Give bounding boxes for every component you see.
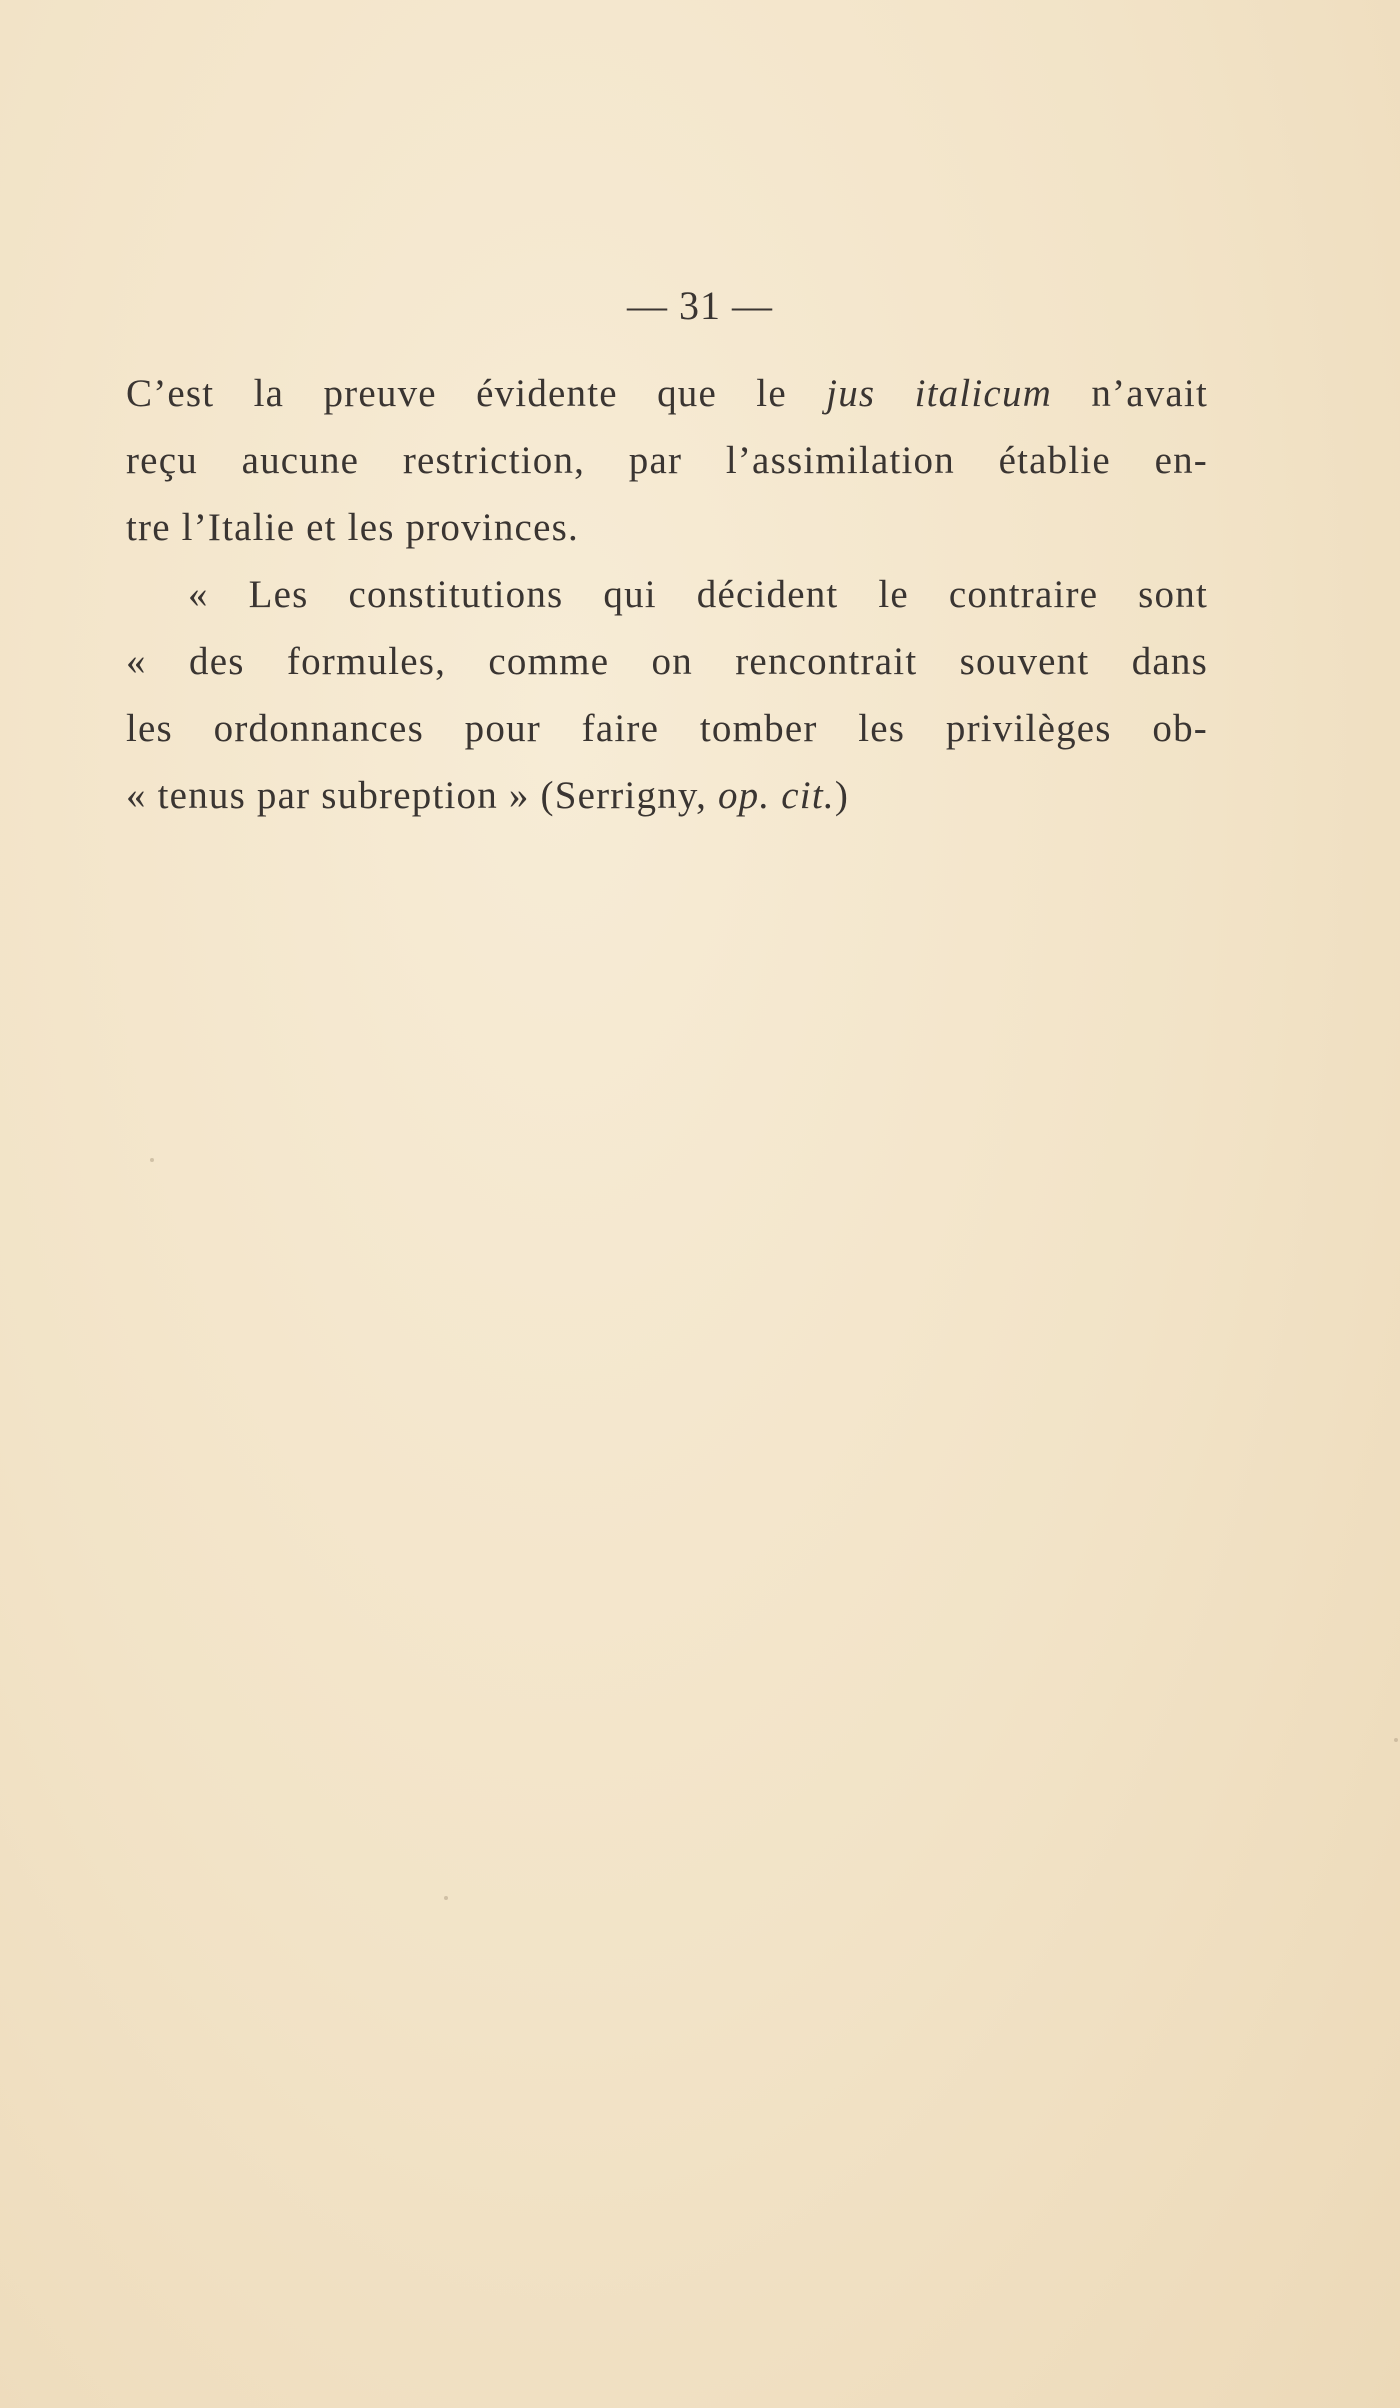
text-run: « tenus par subreption » (Serrigny,	[126, 774, 708, 817]
text-line: tre l’Italie et les provinces.	[126, 506, 579, 549]
paragraph-1	[126, 360, 1208, 561]
page-number: — 31 —	[627, 283, 773, 328]
italic-term: jus italicum	[826, 372, 1053, 415]
text-run: )	[834, 774, 850, 817]
paragraph-2	[126, 561, 1208, 829]
text-line: « des formules, comme on rencontrait souvent dans	[126, 640, 1208, 683]
text-line: « Les constitutions qui décident le contraire sont	[188, 573, 1208, 616]
paper-speck	[444, 1896, 448, 1900]
italic-citation: op. cit.	[717, 774, 835, 817]
body-text	[126, 360, 1208, 829]
text-line	[126, 360, 1208, 427]
text-line: les ordonnances pour faire tomber les privilèges ob-	[126, 707, 1208, 750]
paper-speck	[1394, 1738, 1398, 1742]
text-line: reçu aucune restriction, par l’assimilation établie en-	[126, 439, 1208, 482]
paper-speck	[150, 1158, 154, 1162]
text-line	[126, 762, 1208, 829]
text-run: C’est la preuve évidente que le	[126, 372, 787, 415]
text-run: n’avait	[1091, 372, 1209, 415]
